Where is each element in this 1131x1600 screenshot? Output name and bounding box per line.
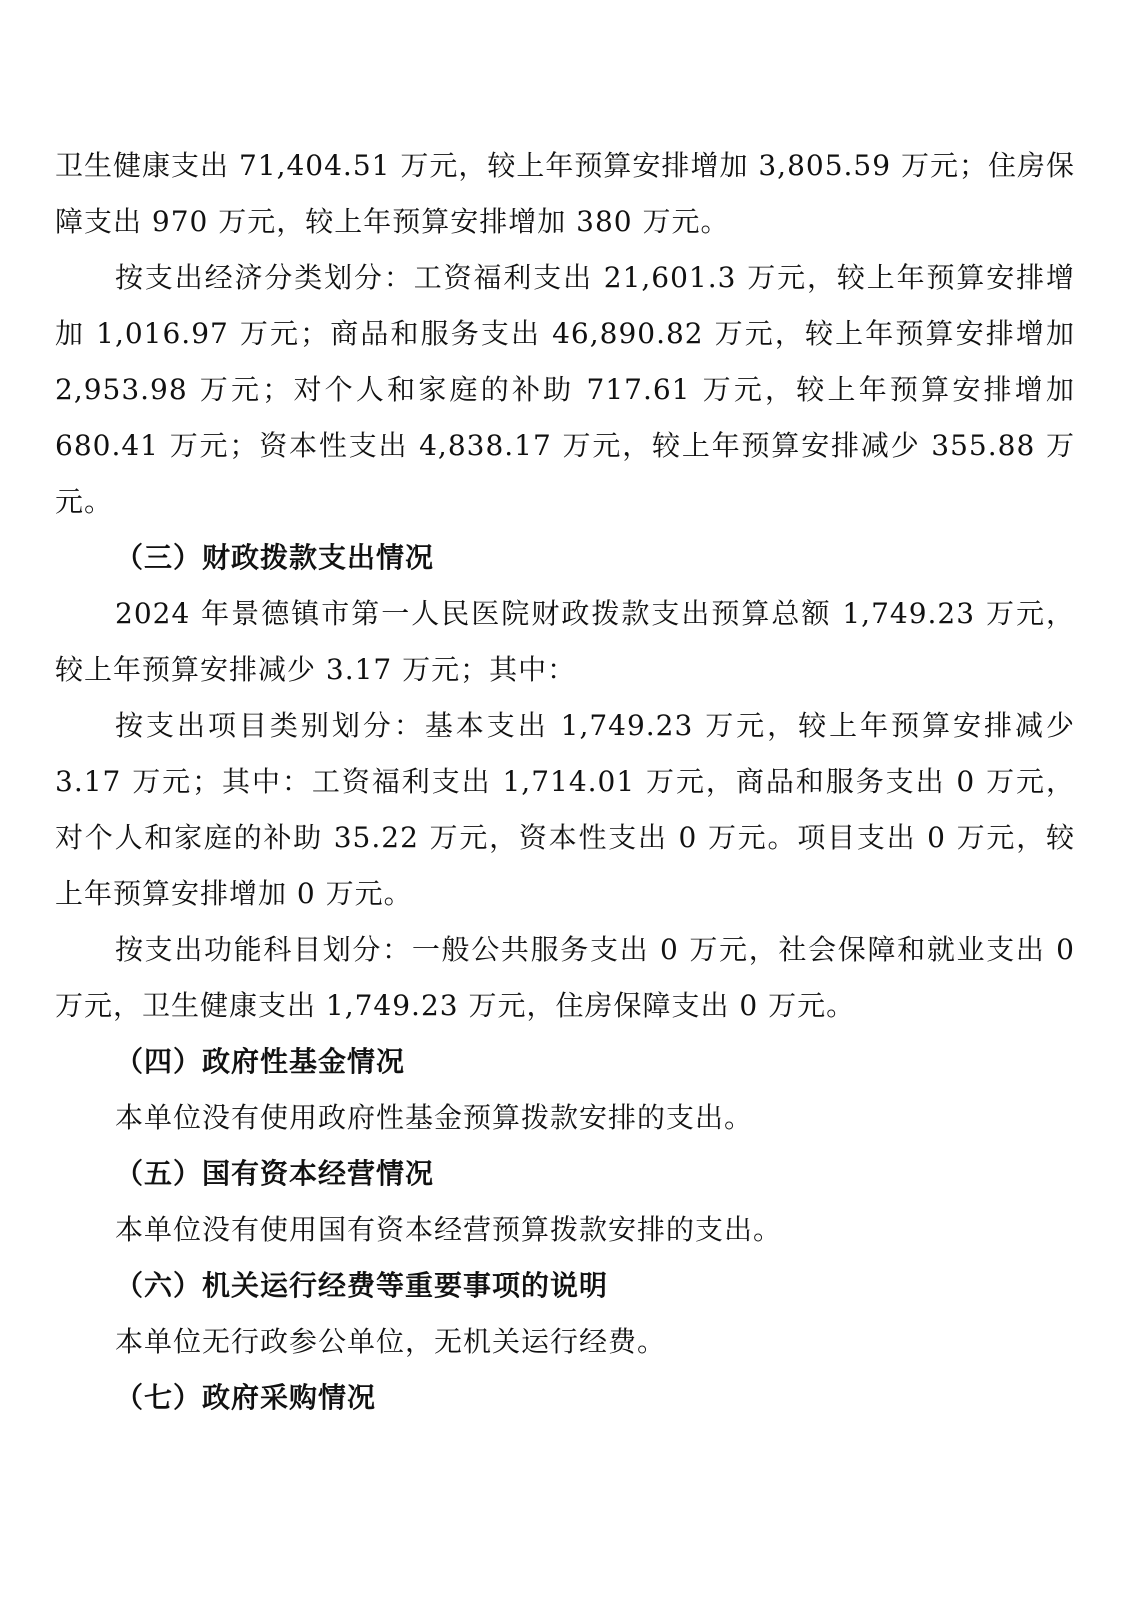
document-body (55, 138, 1075, 1426)
heading-government-procurement: （七）政府采购情况 (115, 1381, 377, 1414)
paragraph-project-category: 按支出项目类别划分：基本支出 1,749.23 万元，较上年预算安排减少 3.17 万元；其中：工资福利支出 1,714.01 万元，商品和服务支出 0 万元，对个人和家庭的补助 35.22 万元，资本性支出 0 万元。项目支出 0 万元，较上年预算安排增加 0 万元。 (55, 709, 1075, 910)
paragraph-health-housing-expenditure: 卫生健康支出 71,404.51 万元，较上年预算安排增加 3,805.59 万元；住房保障支出 970 万元，较上年预算安排增加 380 万元。 (55, 149, 1075, 238)
paragraph-operating-expenses: 本单位无行政参公单位，无机关运行经费。 (115, 1325, 667, 1358)
heading-government-fund: （四）政府性基金情况 (115, 1045, 406, 1078)
paragraph-economic-classification: 按支出经济分类划分：工资福利支出 21,601.3 万元，较上年预算安排增加 1,016.97 万元；商品和服务支出 46,890.82 万元，较上年预算安排增加 2,953.98 万元；对个人和家庭的补助 717.61 万元，较上年预算安排增加 680.41 万元；资本性支出 4,838.17 万元，较上年预算安排减少 355.88 万元。 (55, 261, 1075, 518)
paragraph-functional-classification: 按支出功能科目划分：一般公共服务支出 0 万元，社会保障和就业支出 0 万元，卫生健康支出 1,749.23 万元，住房保障支出 0 万元。 (55, 933, 1075, 1022)
paragraph-government-fund: 本单位没有使用政府性基金预算拨款安排的支出。 (115, 1101, 754, 1134)
heading-operating-expenses: （六）机关运行经费等重要事项的说明 (115, 1269, 609, 1302)
paragraph-fiscal-appropriation-total: 2024 年景德镇市第一人民医院财政拨款支出预算总额 1,749.23 万元，较上年预算安排减少 3.17 万元；其中： (55, 597, 1075, 686)
heading-state-capital: （五）国有资本经营情况 (115, 1157, 435, 1190)
heading-fiscal-appropriation-expenditure: （三）财政拨款支出情况 (115, 541, 435, 574)
paragraph-state-capital: 本单位没有使用国有资本经营预算拨款安排的支出。 (115, 1213, 783, 1246)
